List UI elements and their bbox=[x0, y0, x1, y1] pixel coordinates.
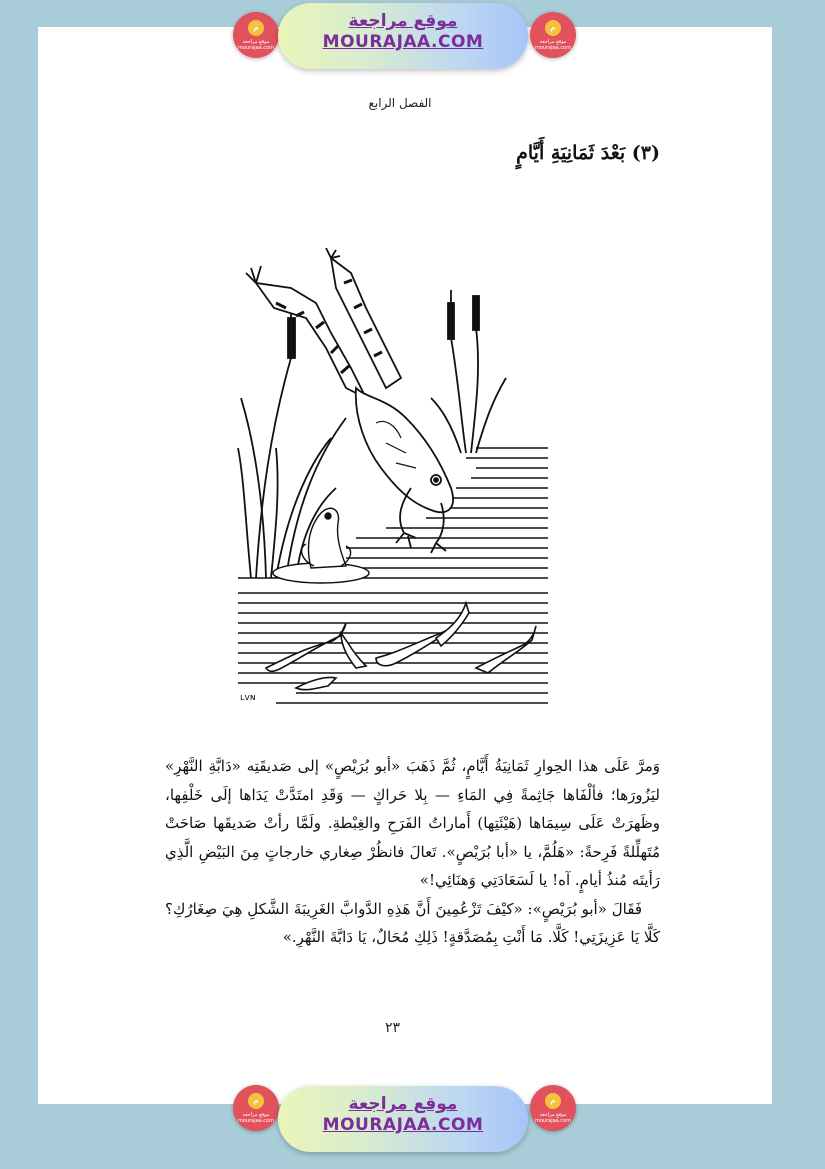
watermark-arabic: موقع مراجعة bbox=[348, 1094, 458, 1114]
logo-caption: موقع مراجعة mourajaa.com bbox=[237, 39, 274, 51]
paragraph: وَمرَّ عَلَى هذا الحِوارِ ثَمَانِيَةُ أَيَّامٍ، ثُمَّ ذَهَبَ «أبو بُرَيْصٍ» إلى صَديقَتِه «دَابَّةِ النَّهْرِ» ليَزُورَها؛ فألْفَاها جَاثِمةً فِي المَاءِ — بِلا حَراكٍ — وَقَدِ امتَدَّتْ يَدَاها إلَى خَلْفِها، وظَهرَتْ عَلَى سِيمَاها (هَيْئَتِها) أَماراتُ الفَرَحِ والغِبْطةِ. ولَمَّا رأتْ صَديقَها صَاحَتْ مُتَهلِّلةً فَرِحةً: «هَلُمَّ، يا «أبا بُرَيْصٍ». تَعالَ فانظُرْ صِغاري خارجاتٍ مِنَ البَيْضِ الَّذِي رَأيتَه مُنذُ أيامٍ. آه! يا لَسَعَادَتِي وَهنَائِي!» bbox=[165, 757, 660, 889]
tadpoles bbox=[266, 603, 536, 690]
watermark-banner-top[interactable] bbox=[278, 3, 528, 69]
mourajaa-logo-icon: ﻡ موقع مراجعة mourajaa.com bbox=[233, 12, 279, 58]
mourajaa-logo-icon: ﻡ موقع مراجعة mourajaa.com bbox=[530, 1085, 576, 1131]
watermark-banner-bottom[interactable] bbox=[278, 1086, 528, 1152]
paragraph: فَقَالَ «أبو بُرَيْصٍ»: «كيْفَ تَزْعُمِينَ أَنَّ هَذِهِ الدَّوابَّ الغَرِيبَةَ الشَّكلِ هِيَ صِغَارُكِ؟ كَلَّا يَا عَزِيزَتِي! كَلَّا. مَا أَنْتِ بِمُصَدَّقةٍ! ذَلِكِ مُحَالٌ، يَا دَابَّةَ النَّهْرِ.» bbox=[165, 899, 660, 946]
logo-caption: موقع مراجعة mourajaa.com bbox=[237, 1112, 274, 1124]
mourajaa-logo-icon: ﻡ موقع مراجعة mourajaa.com bbox=[233, 1085, 279, 1131]
watermark-english: MOURAJAA.COM bbox=[322, 1115, 484, 1135]
frog-illustration bbox=[236, 248, 551, 713]
logo-caption: موقع مراجعة mourajaa.com bbox=[534, 1112, 571, 1124]
running-head: الفصل الرابع bbox=[368, 96, 432, 110]
watermark-arabic: موقع مراجعة bbox=[348, 11, 458, 31]
chapter-title: (٣) بَعْدَ ثَمَانِيَةِ أَيَّامٍ bbox=[516, 142, 660, 164]
lily-pad-with-frog bbox=[273, 508, 369, 583]
logo-caption: موقع مراجعة mourajaa.com bbox=[534, 39, 571, 51]
mourajaa-logo-icon: ﻡ موقع مراجعة mourajaa.com bbox=[530, 12, 576, 58]
watermark-english: MOURAJAA.COM bbox=[322, 32, 484, 52]
artist-signature: ʟᴠɴ bbox=[240, 693, 256, 703]
page-number: ٢٣ bbox=[384, 1020, 401, 1036]
story-text bbox=[165, 752, 660, 952]
reeds-right bbox=[431, 290, 506, 453]
